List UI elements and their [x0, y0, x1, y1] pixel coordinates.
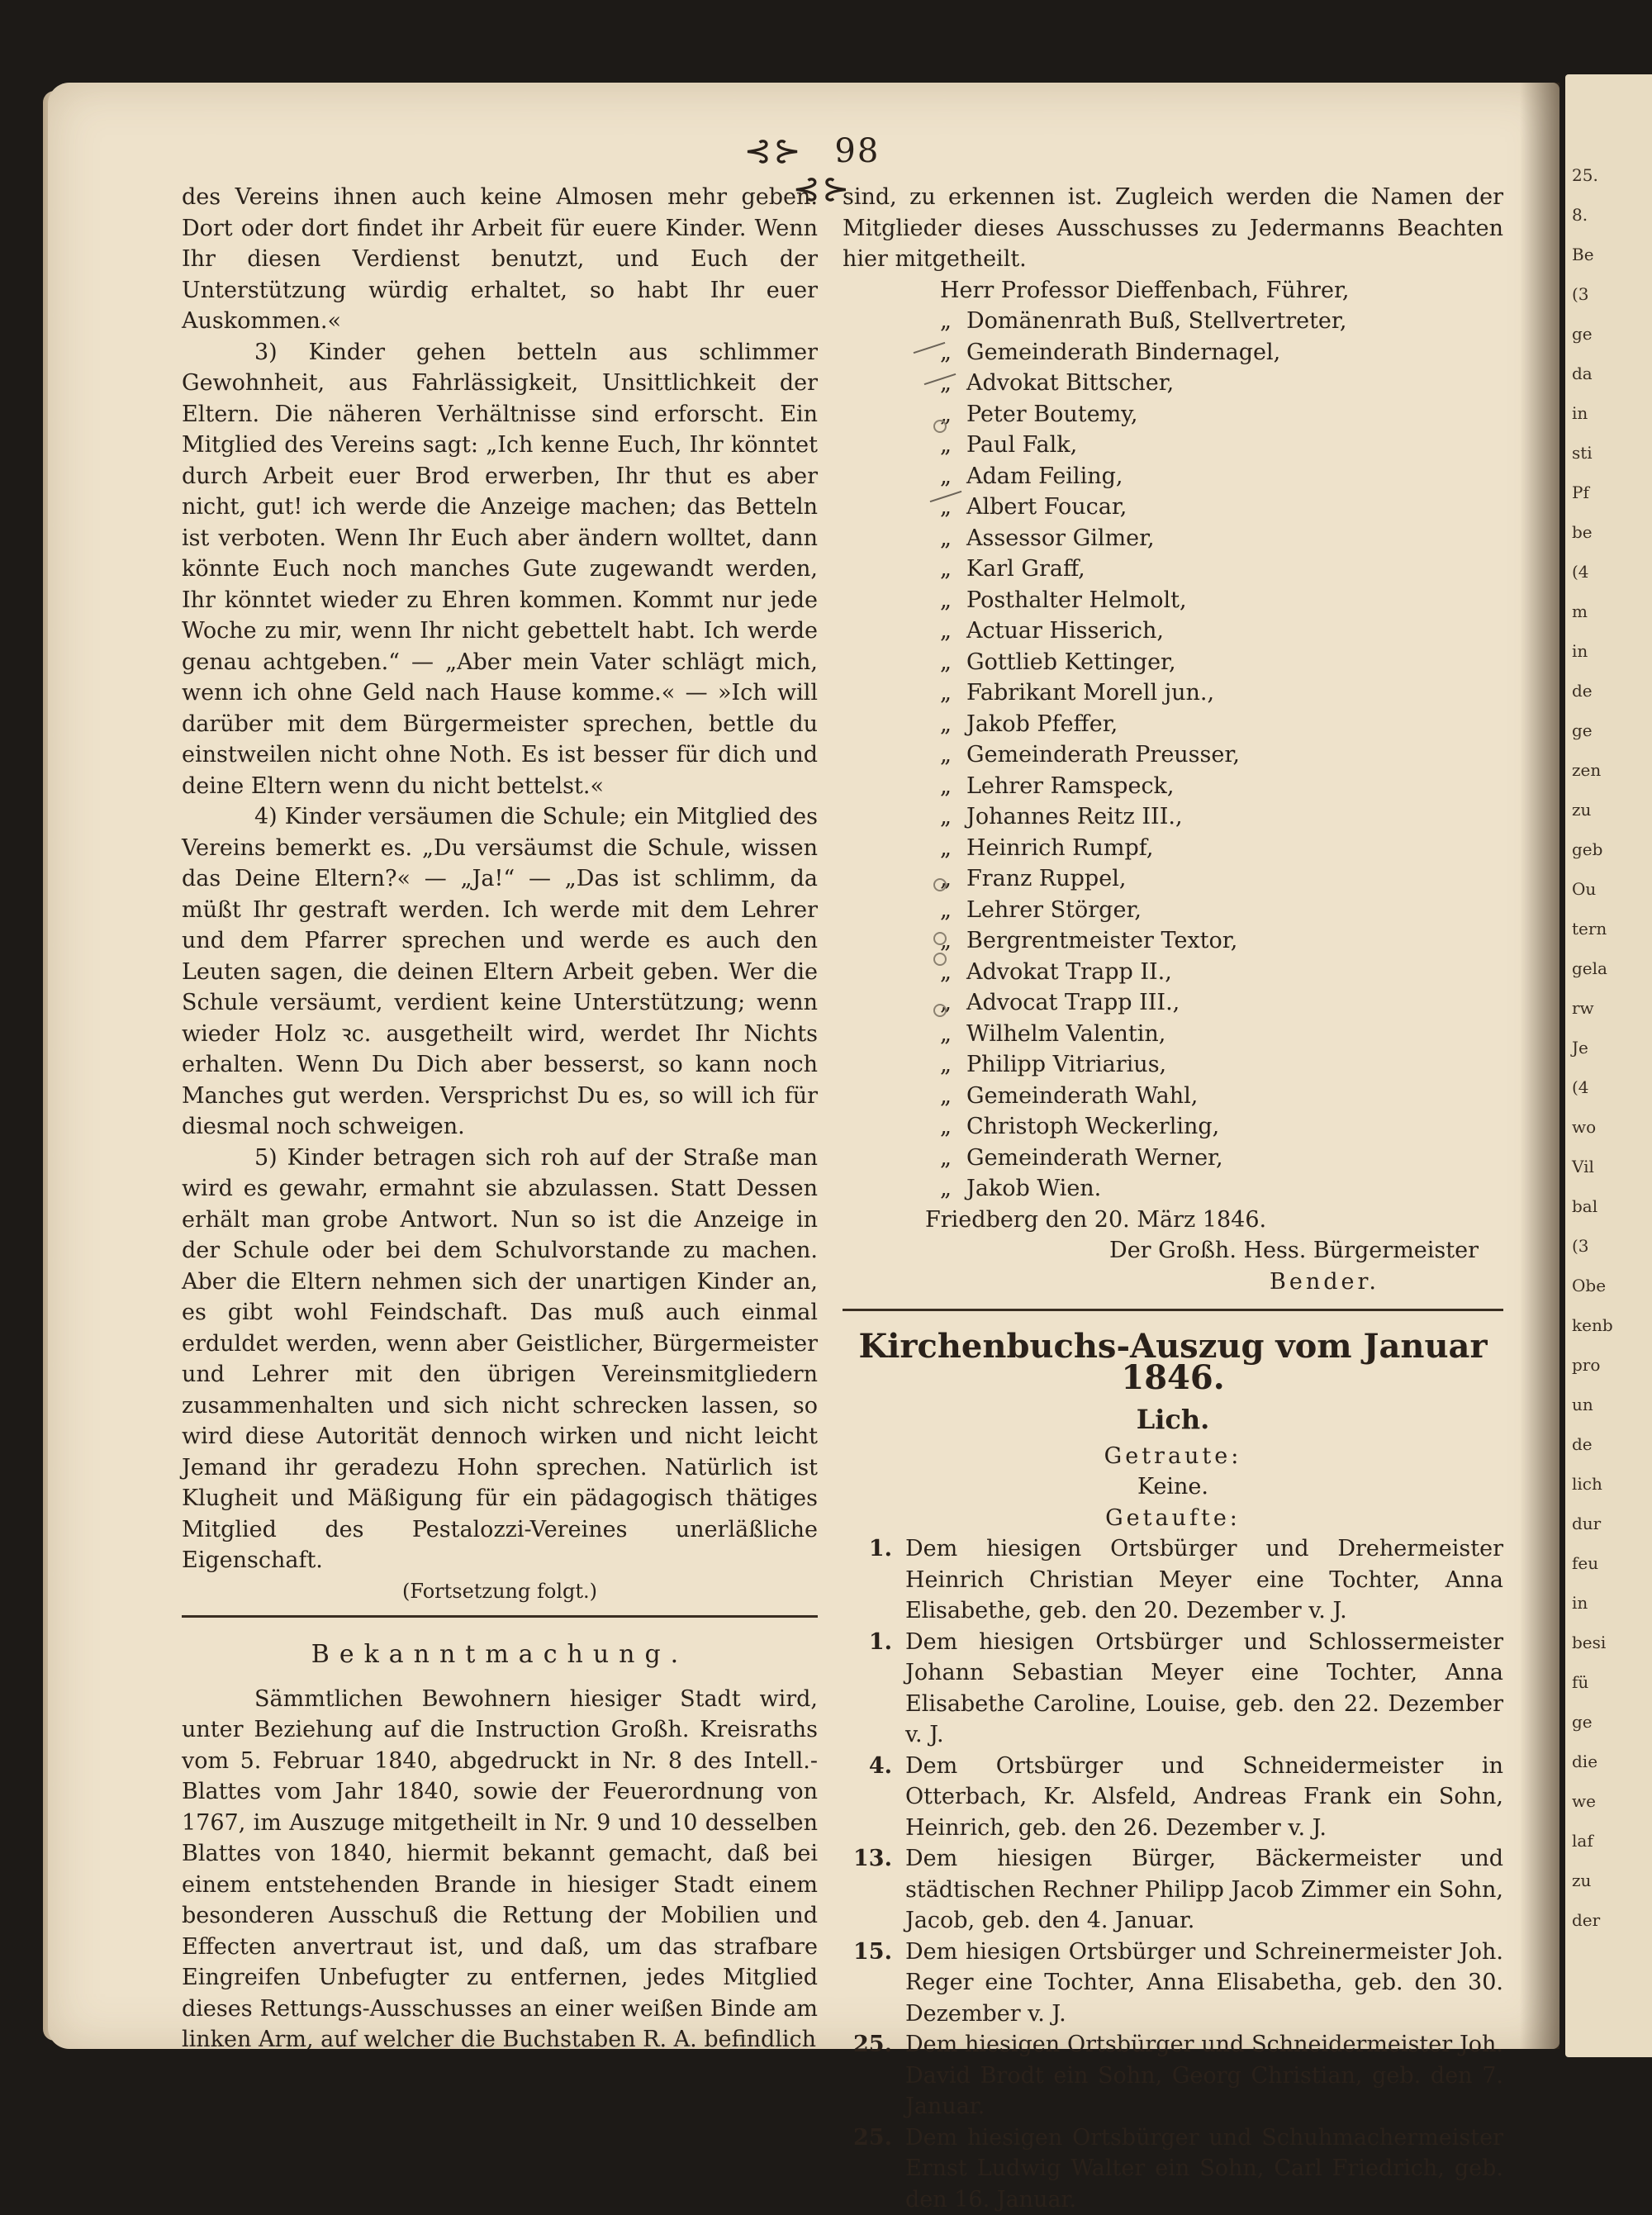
- committee-member: [843, 368, 1503, 399]
- committee-member: [843, 677, 1503, 709]
- continued-note: (Fortsetzung folgt.): [182, 1576, 818, 1608]
- committee-member: [843, 1049, 1503, 1081]
- member-name: Philipp Vitriarius,: [966, 1052, 1166, 1077]
- committee-member: [843, 585, 1503, 616]
- next-page-fragment: in: [1572, 641, 1588, 661]
- member-name: Lehrer Ramspeck,: [966, 773, 1175, 799]
- committee-member: [843, 801, 1503, 833]
- member-name: Jakob Pfeffer,: [966, 711, 1118, 737]
- member-name: Paul Falk,: [966, 432, 1077, 458]
- ditto-mark: „: [925, 801, 966, 833]
- signature-title: Der Großh. Hess. Bürgermeister: [843, 1235, 1503, 1267]
- baptism-list: [843, 1533, 1503, 2215]
- next-page-fragment: zen: [1572, 760, 1601, 780]
- ditto-mark: „: [925, 1049, 966, 1081]
- committee-member: [843, 1019, 1503, 1050]
- ornament-right: ⊰⊱: [792, 170, 851, 208]
- committee-member: [843, 647, 1503, 678]
- ditto-mark: „: [925, 709, 966, 740]
- next-page-fragment: in: [1572, 403, 1588, 423]
- ditto-mark: „: [925, 739, 966, 771]
- next-page-fragment: ge: [1572, 720, 1593, 740]
- town-heading: Lich.: [843, 1405, 1503, 1436]
- next-page-fragment: rw: [1572, 998, 1594, 1018]
- next-page-fragment: (3: [1572, 1236, 1589, 1256]
- member-name: Gemeinderath Werner,: [966, 1145, 1223, 1171]
- committee-member: [843, 1081, 1503, 1112]
- baptism-entry: [843, 1937, 1503, 2030]
- member-name: Adam Feiling,: [966, 463, 1123, 489]
- next-page-fragment: (4: [1572, 562, 1589, 582]
- next-page-fragment: besi: [1572, 1633, 1606, 1652]
- signature-name: Bender.: [843, 1267, 1503, 1298]
- member-name: Wilhelm Valentin,: [966, 1021, 1165, 1047]
- committee-member: [843, 430, 1503, 461]
- member-name: Albert Foucar,: [966, 494, 1127, 520]
- baptism-text: Dem hiesigen Bürger, Bäckermeister und städtischen Rechner Philipp Jacob Zimmer ein Sohn, Jacob, geb. den 4. Januar.: [905, 1843, 1503, 1937]
- ditto-mark: „: [925, 677, 966, 709]
- ditto-mark: „: [925, 833, 966, 864]
- baptism-text: Dem hiesigen Ortsbürger und Schlossermeister Johann Sebastian Meyer eine Tochter, Anna Elisabethe Caroline, Louise, geb. den 22. Dezember v. J.: [905, 1627, 1503, 1751]
- next-page-fragment: Je: [1572, 1038, 1588, 1058]
- ditto-mark: „: [925, 492, 966, 523]
- married-label: Getraute:: [843, 1441, 1503, 1472]
- baptism-day: 1.: [843, 1533, 905, 1627]
- pencil-circle: [933, 932, 947, 945]
- member-name: Christoph Weckerling,: [966, 1114, 1219, 1139]
- next-page-fragment: sti: [1572, 443, 1593, 463]
- ditto-mark: „: [925, 523, 966, 554]
- next-page-fragment: der: [1572, 1910, 1600, 1930]
- next-page-fragment: zu: [1572, 800, 1591, 820]
- notice-text: Sämmtlichen Bewohnern hiesiger Stadt wird, unter Beziehung auf die Instruction Großh. Kreisraths vom 5. Februar 1840, abgedruckt in Nr. 8 des Intell.-Blattes vom Jahr 1840, sowie der Feuerordnung von 1767, im Auszuge mitgetheilt in Nr. 9 und 10 desselben Blattes von 1840, hiermit bekannt gemacht, daß bei einem entstehenden Brande in hiesiger Stadt einem besonderen Ausschuß die Rettung der Mobilien und Effecten anvertraut ist, und daß, um das strafbare Eingreifen Unbefugter zu entfernen, jedes Mitglied dieses Rettungs-Ausschusses an einer weißen Binde am linken Arm, auf welcher die Buchstaben R. A. befindlich: [182, 1684, 818, 2056]
- ditto-mark: „: [925, 399, 966, 430]
- ditto-mark: „: [925, 585, 966, 616]
- ditto-mark: „: [925, 647, 966, 678]
- ditto-mark: „: [925, 895, 966, 926]
- ditto-mark: „: [925, 368, 966, 399]
- next-page-fragment: 25.: [1572, 165, 1598, 185]
- baptism-day: 25.: [843, 2029, 905, 2122]
- committee-member: [843, 523, 1503, 554]
- baptism-text: Dem hiesigen Ortsbürger und Drehermeister Heinrich Christian Meyer eine Tochter, Anna Elisabethe, geb. den 20. Dezember v. J.: [905, 1533, 1503, 1627]
- ditto-mark: „: [925, 1173, 966, 1205]
- ditto-mark: „: [925, 987, 966, 1019]
- baptized-label: Getaufte:: [843, 1503, 1503, 1534]
- church-register-heading: Kirchenbuchs-Auszug vom Januar 1846.: [843, 1331, 1503, 1393]
- member-name: Heinrich Rumpf,: [966, 835, 1153, 861]
- member-name: Advokat Bittscher,: [966, 370, 1174, 396]
- baptism-entry: [843, 2029, 1503, 2122]
- next-page-fragment: pro: [1572, 1355, 1600, 1375]
- section-divider: [843, 1309, 1503, 1311]
- next-page-fragment: Vil: [1572, 1157, 1594, 1176]
- next-page-fragment: de: [1572, 681, 1593, 701]
- baptism-day: 15.: [843, 1937, 905, 2030]
- member-name: Assessor Gilmer,: [966, 525, 1155, 551]
- next-page-fragment: ge: [1572, 1712, 1593, 1732]
- baptism-text: Dem Ortsbürger und Schneidermeister in Otterbach, Kr. Alsfeld, Andreas Frank ein Sohn, Heinrich, geb. den 26. Dezember v. J.: [905, 1751, 1503, 1844]
- next-page-fragment: 8.: [1572, 205, 1588, 225]
- ditto-mark: „: [925, 430, 966, 461]
- next-page-fragment: Be: [1572, 245, 1594, 264]
- ditto-mark: „: [925, 337, 966, 368]
- committee-leader: Herr Professor Dieffenbach, Führer,: [843, 275, 1503, 307]
- paragraph-2: 3) Kinder gehen betteln aus schlimmer Gewohnheit, aus Fahrlässigkeit, Unsittlichkeit der Eltern. Die näheren Verhältnisse sind erforscht. Ein Mitglied des Vereins sagt: „Ich kenne Euch, Ihr könntet durch Arbeit euer Brod erwerben, Ihr thut es aber nicht, gut! ich werde die Anzeige machen; das Betteln ist verboten. Wenn Ihr Euch aber ändern wolltet, dann könnte Euch noch manches Gute zugewandt werden, Ihr könntet wieder zu Ehren kommen. Kommt nur jede Woche zu mir, wenn Ihr nicht gebettelt habt. Ich werde genau achtgeben.“ — „Aber mein Vater schlägt mich, wenn ich ohne Geld nach Hause komme.« — »Ich will darüber mit dem Bürgermeister sprechen, bettle du einstweilen nicht ohne Noth. Es ist besser für dich und deine Eltern wenn du nicht bettelst.«: [182, 337, 818, 802]
- next-page-fragment: ge: [1572, 324, 1593, 344]
- committee-member: [843, 739, 1503, 771]
- pencil-circle: [933, 953, 947, 966]
- committee-member: [843, 771, 1503, 802]
- next-page-fragment: gela: [1572, 958, 1607, 978]
- committee-member: [843, 1111, 1503, 1143]
- member-name: Gottlieb Kettinger,: [966, 649, 1176, 675]
- committee-member: [843, 709, 1503, 740]
- member-name: Actuar Hisserich,: [966, 618, 1164, 644]
- ditto-mark: „: [925, 1019, 966, 1050]
- next-page-fragment: we: [1572, 1791, 1596, 1811]
- baptism-entry: [843, 1627, 1503, 1751]
- member-name: Posthalter Helmolt,: [966, 587, 1187, 613]
- page-number-value: 98: [834, 132, 880, 170]
- left-column: [182, 182, 818, 2056]
- gutter-shadow: [1520, 83, 1559, 2049]
- next-page-fragment: geb: [1572, 839, 1602, 859]
- member-name: Jakob Wien.: [966, 1176, 1101, 1201]
- next-page-fragment: lich: [1572, 1474, 1602, 1494]
- ditto-mark: „: [925, 771, 966, 802]
- member-name: Advokat Trapp II.,: [966, 959, 1172, 985]
- baptism-day: 4.: [843, 1751, 905, 1844]
- baptism-text: Dem hiesigen Ortsbürger und Schuhmachermeister Ernst Ludwig Walter ein Sohn, Carl Friedrich, geb. den 16. Januar.: [905, 2122, 1503, 2215]
- next-page-fragment: Pf: [1572, 482, 1589, 502]
- ditto-mark: „: [925, 554, 966, 585]
- next-page-fragment: laf: [1572, 1831, 1593, 1851]
- member-name: Franz Ruppel,: [966, 866, 1126, 891]
- next-page-fragment: wo: [1572, 1117, 1596, 1137]
- right-column: [843, 182, 1503, 2215]
- member-name: Bergrentmeister Textor,: [966, 928, 1237, 953]
- committee-intro: sind, zu erkennen ist. Zugleich werden die Namen der Mitglieder dieses Ausschusses zu Jedermanns Beachten hier mitgetheilt.: [843, 182, 1503, 275]
- committee-member: [843, 337, 1503, 368]
- member-name: Domänenrath Buß, Stellvertreter,: [966, 308, 1346, 334]
- next-page-fragment: (4: [1572, 1077, 1589, 1097]
- next-page-fragment: dur: [1572, 1514, 1601, 1533]
- section-divider: [182, 1615, 818, 1618]
- ditto-mark: „: [925, 925, 966, 957]
- member-name: Advocat Trapp III.,: [966, 990, 1180, 1015]
- member-name: Karl Graff,: [966, 556, 1085, 582]
- baptism-entry: [843, 1533, 1503, 1627]
- place-date: Friedberg den 20. März 1846.: [843, 1205, 1503, 1236]
- member-name: Lehrer Störger,: [966, 897, 1142, 923]
- paragraph-1: des Vereins ihnen auch keine Almosen mehr geben. Dort oder dort findet ihr Arbeit für euere Kinder. Wenn Ihr diesen Verdienst benutzt, und Euch der Unterstützung würdig erhaltet, so habt Ihr euer Auskommen.«: [182, 182, 818, 337]
- next-page-fragment: tern: [1572, 919, 1607, 939]
- member-name: Gemeinderath Preusser,: [966, 742, 1240, 768]
- committee-member: [843, 616, 1503, 647]
- ditto-mark: „: [925, 461, 966, 492]
- baptism-entry: [843, 1751, 1503, 1844]
- next-page-fragment: da: [1572, 364, 1593, 383]
- notice-heading: Bekanntmachung.: [182, 1639, 818, 1671]
- next-page-fragment: in: [1572, 1593, 1588, 1613]
- committee-member-list: [843, 306, 1503, 1205]
- ditto-mark: „: [925, 1081, 966, 1112]
- committee-member: [843, 895, 1503, 926]
- baptism-entry: [843, 2122, 1503, 2215]
- next-page-fragment: be: [1572, 522, 1593, 542]
- member-name: Gemeinderath Wahl,: [966, 1083, 1198, 1109]
- member-name: Johannes Reitz III.,: [966, 804, 1183, 829]
- committee-member: [843, 1173, 1503, 1205]
- baptism-day: 1.: [843, 1627, 905, 1751]
- next-page-fragment: de: [1572, 1434, 1593, 1454]
- pencil-circle: [933, 1004, 947, 1017]
- next-page-fragment: kenb: [1572, 1315, 1613, 1335]
- ditto-mark: „: [925, 616, 966, 647]
- next-page-fragment: Obe: [1572, 1276, 1606, 1295]
- ditto-mark: „: [925, 863, 966, 895]
- baptism-text: Dem hiesigen Ortsbürger und Schneidermeister Joh. David Brodt ein Sohn, Georg Christian, geb. den 7. Januar.: [905, 2029, 1503, 2122]
- paragraph-4: 5) Kinder betragen sich roh auf der Straße man wird es gewahr, ermahnt sie abzulassen. Statt Dessen erhält man grobe Antwort. Nun so ist die Anzeige in der Schule oder bei dem Schulvorstande zu machen. Aber die Eltern nehmen sich der unartigen Kinder an, es gibt wohl Feindschaft. Das muß auch einmal erduldet werden, wenn aber Geistlicher, Bürgermeister und Lehrer mit den übrigen Vereinsmitgliedern zusammenhalten und sich nicht schrecken lassen, so wird diese Autorität dennoch wirken und nicht leicht Jemand ihr geradezu Hohn sprechen. Natürlich ist Klugheit und Mäßigung für ein pädagogisch thätiges Mitglied des Pestalozzi-Vereines unerläßliche Eigenschaft.: [182, 1143, 818, 1576]
- next-page-fragment: un: [1572, 1395, 1593, 1414]
- next-page-fragment: m: [1572, 601, 1588, 621]
- pencil-circle: [933, 878, 947, 891]
- committee-member: [843, 554, 1503, 585]
- committee-member: [843, 833, 1503, 864]
- next-page-edge: [1565, 74, 1652, 2057]
- next-page-fragment: bal: [1572, 1196, 1597, 1216]
- next-page-fragment: feu: [1572, 1553, 1598, 1573]
- next-page-fragment: (3: [1572, 284, 1589, 304]
- baptism-day: 25.: [843, 2122, 905, 2215]
- ornament-left: ⊰⊱: [744, 132, 803, 170]
- member-name: Fabrikant Morell jun.,: [966, 680, 1214, 706]
- next-page-fragment: zu: [1572, 1870, 1591, 1890]
- next-page-fragment: Ou: [1572, 879, 1596, 899]
- baptism-day: 13.: [843, 1843, 905, 1937]
- member-name: Peter Boutemy,: [966, 402, 1137, 427]
- ditto-mark: „: [925, 957, 966, 988]
- baptism-text: Dem hiesigen Ortsbürger und Schreinermeister Joh. Reger eine Tochter, Anna Elisabetha, geb. den 30. Dezember v. J.: [905, 1937, 1503, 2030]
- ditto-mark: „: [925, 1111, 966, 1143]
- paragraph-3: 4) Kinder versäumen die Schule; ein Mitglied des Vereins bemerkt es. „Du versäumst die Schule, wissen das Deine Eltern?« — „Ja!“ — „Das ist schlimm, da müßt Ihr gestraft werden. Ich werde mit dem Lehrer und dem Pfarrer sprechen und werde es auch den Leuten sagen, die deinen Eltern Arbeit geben. Wer die Schule versäumt, verdient keine Unterstützung; wenn wieder Holz ꝛc. ausgetheilt wird, werdet Ihr Nichts erhalten. Wenn Du Dich aber besserst, so kann noch Manches gut werden. Versprichst Du es, so will ich für diesmal noch schweigen.: [182, 801, 818, 1143]
- committee-member: [843, 306, 1503, 337]
- ditto-mark: „: [925, 1143, 966, 1174]
- member-name: Gemeinderath Bindernagel,: [966, 340, 1280, 365]
- ditto-mark: „: [925, 306, 966, 337]
- married-value: Keine.: [843, 1471, 1503, 1503]
- baptism-entry: [843, 1843, 1503, 1937]
- next-page-fragment: fü: [1572, 1672, 1588, 1692]
- committee-member: [843, 461, 1503, 492]
- committee-member: [843, 1143, 1503, 1174]
- pencil-circle: [933, 420, 947, 433]
- next-page-fragment: die: [1572, 1752, 1597, 1771]
